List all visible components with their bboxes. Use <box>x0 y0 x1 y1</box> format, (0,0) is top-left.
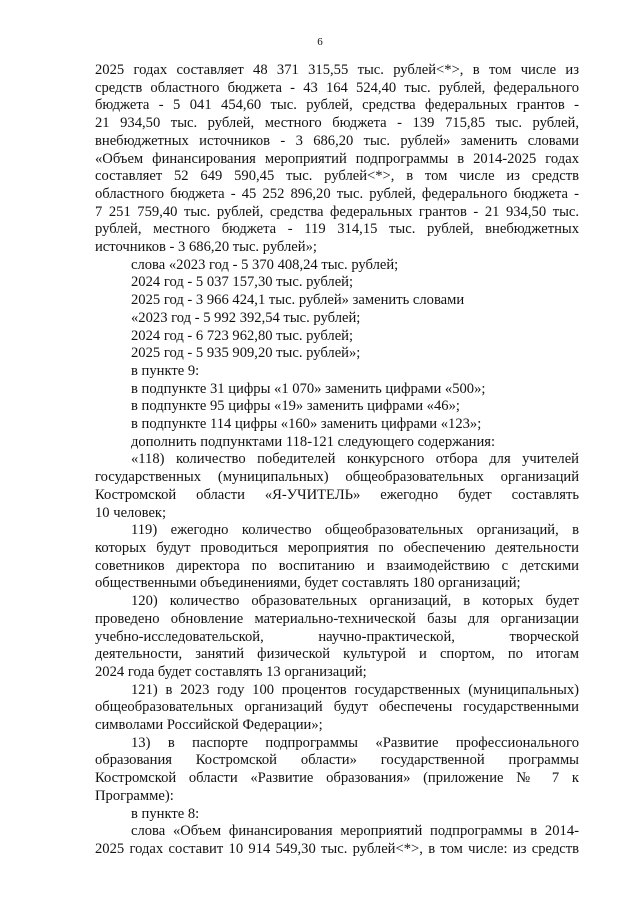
text-line: в подпункте 114 цифры «160» заменить цифрами «123»; <box>131 416 482 433</box>
text-line: 2025 год - 5 935 909,20 тыс. рублей»; <box>131 345 361 362</box>
text-line: в пункте 9: <box>131 362 200 379</box>
text-line: Костромской области «Я-УЧИТЕЛЬ» ежегодно будет составлять <box>95 486 579 503</box>
text-line: деятельности, занятий физической культурой и спортом, по итогам <box>95 646 579 663</box>
text-line: 2025 годах составляет 48 371 315,55 тыс. рублей<*>, в том числе из <box>95 62 579 78</box>
text-line: государственных (муниципальных) общеобразовательных организаций <box>95 469 579 486</box>
list-line-paragraph <box>95 257 579 275</box>
text-paragraph <box>95 451 579 522</box>
text-line: «2023 год - 5 992 392,54 тыс. рублей; <box>131 309 361 326</box>
text-line: Программе): <box>95 787 174 804</box>
text-line: 2024 года будет составлять 13 организаций; <box>95 663 367 680</box>
page-number: 6 <box>317 36 323 48</box>
text-line: слова «2023 год - 5 370 408,24 тыс. рублей; <box>131 256 399 273</box>
text-line: Костромской области «Развитие образования» (приложение № 7 к <box>95 770 579 787</box>
document-body <box>95 62 579 859</box>
text-line: общеобразовательных организаций будут обеспечены государственными <box>95 699 579 716</box>
text-line: которых будут проводиться мероприятия по обеспечению деятельности <box>95 539 579 556</box>
list-line-paragraph <box>95 274 579 292</box>
text-line: 121) в 2023 году 100 процентов государственных (муниципальных) <box>131 681 579 698</box>
text-line: «118) количество победителей конкурсного отбора для учителей <box>131 451 579 468</box>
list-line-paragraph <box>95 398 579 416</box>
text-line: бюджета - 5 041 454,60 тыс. рублей, средства федеральных грантов - <box>95 97 579 114</box>
text-line: общественными объединениями, будет составлять 180 организаций; <box>95 575 521 592</box>
list-line-paragraph <box>95 345 579 363</box>
text-line: учебно-исследовательской, научно-практической, творческой <box>95 628 579 645</box>
text-line: составляет 52 649 590,45 тыс. рублей<*>, в том числе из средств <box>95 168 579 185</box>
text-paragraph <box>95 522 579 593</box>
list-line-paragraph <box>95 416 579 434</box>
text-line: проведено обновление материально-технической базы для организации <box>95 610 579 627</box>
text-line: символами Российской Федерации»; <box>95 717 323 734</box>
text-paragraph <box>95 62 579 257</box>
list-line-paragraph <box>95 310 579 328</box>
list-line-paragraph <box>95 363 579 381</box>
text-paragraph <box>95 735 579 806</box>
text-line: образования Костромской области» государственной программы <box>95 752 579 769</box>
text-line: в подпункте 31 цифры «1 070» заменить цифрами «500»; <box>131 380 486 397</box>
text-line: 2025 год - 3 966 424,1 тыс. рублей» заменить словами <box>131 292 465 309</box>
text-line: в подпункте 95 цифры «19» заменить цифрами «46»; <box>131 398 460 415</box>
text-line: средств областного бюджета - 43 164 524,40 тыс. рублей, федерального <box>95 79 579 96</box>
text-line: 13) в паспорте подпрограммы «Развитие профессионального <box>131 734 579 751</box>
text-line: дополнить подпунктами 118-121 следующего содержания: <box>131 433 496 450</box>
text-line: 2025 годах составит 10 914 549,30 тыс. рублей<*>, в том числе: из средств <box>95 840 579 857</box>
text-line: 2024 год - 5 037 157,30 тыс. рублей; <box>131 274 354 291</box>
text-line: в пункте 8: <box>131 805 200 822</box>
text-line: 2024 год - 6 723 962,80 тыс. рублей; <box>131 327 354 344</box>
text-line: слова «Объем финансирования мероприятий подпрограммы в 2014- <box>131 823 579 840</box>
text-line: 120) количество образовательных организаций, в которых будет <box>131 593 579 610</box>
list-line-paragraph <box>95 434 579 452</box>
text-line: рублей, местного бюджета - 119 314,15 тыс. рублей, внебюджетных <box>95 221 579 238</box>
text-line: источников - 3 686,20 тыс. рублей»; <box>95 239 317 256</box>
text-paragraph <box>95 593 579 682</box>
text-line: советников директора по воспитанию и взаимодействию с детскими <box>95 557 579 574</box>
list-line-paragraph <box>95 381 579 399</box>
text-line: 7 251 759,40 тыс. рублей, средства федеральных грантов - 21 934,50 тыс. <box>95 203 579 220</box>
text-paragraph <box>95 823 579 858</box>
list-line-paragraph <box>95 806 579 824</box>
text-line: внебюджетных источников - 3 686,20 тыс. рублей» заменить словами <box>95 132 579 149</box>
text-line: 10 человек; <box>95 504 167 521</box>
text-paragraph <box>95 682 579 735</box>
text-line: «Объем финансирования мероприятий подпрограммы в 2014-2025 годах <box>95 150 579 167</box>
list-line-paragraph <box>95 328 579 346</box>
text-line: 119) ежегодно количество общеобразовательных организаций, в <box>131 522 579 539</box>
list-line-paragraph <box>95 292 579 310</box>
text-line: 21 934,50 тыс. рублей, местного бюджета - 139 715,85 тыс. рублей, <box>95 115 579 132</box>
text-line: областного бюджета - 45 252 896,20 тыс. рублей, федерального бюджета - <box>95 185 579 202</box>
